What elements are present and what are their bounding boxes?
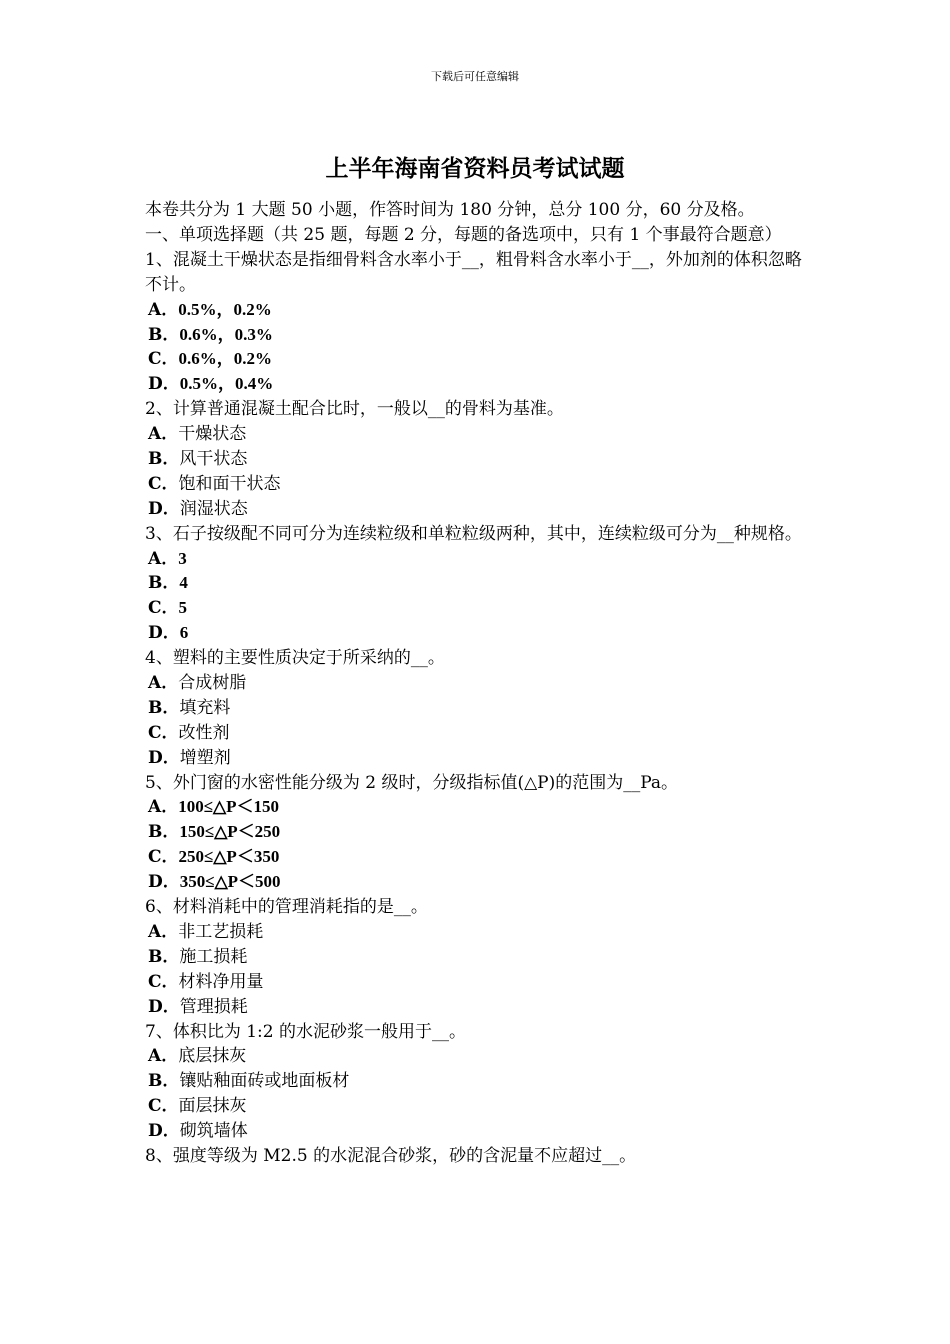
option-letter: B．	[148, 697, 180, 718]
answer-option	[145, 1069, 810, 1094]
option-text: 改性剂	[178, 722, 230, 743]
answer-option	[145, 372, 810, 397]
answer-option	[145, 970, 810, 995]
option-letter: D．	[148, 498, 180, 519]
question-stem: 5、外门窗的水密性能分级为 2 级时，分级指标值(△P)的范围为__Pa。	[145, 772, 679, 793]
option-letter: D．	[148, 623, 180, 644]
option-letter: A．	[148, 1046, 179, 1067]
option-text: 增塑剂	[179, 747, 231, 768]
option-letter: A．	[148, 673, 179, 694]
option-letter: C．	[148, 473, 179, 494]
question-stem: 4、塑料的主要性质决定于所采纳的__。	[145, 648, 445, 669]
option-text: 材料净用量	[178, 971, 264, 992]
answer-option	[145, 820, 810, 845]
option-text: 100≤△P＜150	[178, 797, 279, 817]
option-letter: A．	[148, 424, 179, 445]
option-letter: B．	[148, 1071, 180, 1092]
answer-option	[145, 1044, 810, 1069]
question-item	[145, 1020, 810, 1144]
option-letter: C．	[148, 722, 179, 743]
option-letter: D．	[148, 1121, 180, 1142]
answer-option	[145, 1119, 810, 1144]
option-letter: A．	[148, 299, 179, 320]
question-item	[145, 397, 810, 521]
answer-option	[145, 845, 810, 870]
answer-option	[145, 696, 810, 721]
option-text: 3	[178, 548, 187, 568]
option-text: 砌筑墙体	[179, 1121, 248, 1142]
section-heading: 一、单项选择题（共 25 题，每题 2 分，每题的备选项中，只有 1 个事最符合题意）	[145, 224, 782, 245]
option-text: 面层抹灰	[178, 1096, 247, 1117]
option-letter: C．	[148, 847, 179, 868]
answer-option	[145, 795, 810, 820]
option-text: 150≤△P＜250	[179, 822, 281, 842]
option-letter: D．	[148, 747, 180, 768]
option-text: 底层抹灰	[178, 1046, 247, 1067]
option-text: 5	[178, 598, 188, 618]
option-letter: B．	[148, 573, 180, 594]
option-text: 0.5%，0.2%	[178, 299, 272, 319]
option-letter: B．	[148, 822, 180, 843]
answer-option	[145, 671, 810, 696]
answer-option	[145, 323, 810, 348]
option-letter: C．	[148, 1096, 179, 1117]
answer-option	[145, 746, 810, 771]
option-text: 润湿状态	[179, 498, 248, 519]
question-stem: 2、计算普通混凝土配合比时，一般以__的骨料为基准。	[145, 399, 564, 420]
answer-option	[145, 422, 810, 447]
answer-option	[145, 547, 810, 572]
answer-option	[145, 1094, 810, 1119]
option-letter: A．	[148, 548, 179, 569]
option-letter: D．	[148, 374, 180, 395]
question-stem: 6、材料消耗中的管理消耗指的是__。	[145, 897, 428, 918]
page-title: 上半年海南省资料员考试试题	[325, 155, 625, 182]
option-text: 干燥状态	[178, 424, 247, 445]
option-letter: C．	[148, 971, 179, 992]
answer-option	[145, 571, 810, 596]
option-text: 施工损耗	[179, 946, 248, 967]
option-text: 4	[179, 573, 188, 593]
option-text: 填充料	[179, 697, 231, 718]
answer-option	[145, 298, 810, 323]
option-text: 合成树脂	[178, 673, 247, 694]
option-letter: B．	[148, 946, 180, 967]
answer-option	[145, 920, 810, 945]
question-item	[145, 248, 810, 397]
question-stem: 7、体积比为 1:2 的水泥砂浆一般用于__。	[145, 1021, 466, 1042]
answer-option	[145, 721, 810, 746]
option-text: 0.6%，0.3%	[179, 324, 273, 344]
option-letter: D．	[148, 996, 180, 1017]
intro-text: 本卷共分为 1 大题 50 小题，作答时间为 180 分钟，总分 100 分，60 分及格。	[145, 200, 755, 220]
option-text: 非工艺损耗	[178, 921, 264, 942]
question-stem: 8、强度等级为 M2.5 的水泥混合砂浆，砂的含泥量不应超过__。	[145, 1145, 637, 1166]
header-note: 下载后可任意编辑	[431, 70, 519, 83]
question-item	[145, 1144, 810, 1169]
option-letter: A．	[148, 921, 179, 942]
question-item	[145, 895, 810, 1019]
option-letter: D．	[148, 872, 180, 893]
option-letter: B．	[148, 448, 180, 469]
option-letter: A．	[148, 797, 179, 818]
option-text: 饱和面干状态	[178, 473, 281, 494]
answer-option	[145, 472, 810, 497]
question-item	[145, 646, 810, 770]
option-text: 0.6%，0.2%	[178, 349, 273, 369]
option-text: 风干状态	[179, 448, 248, 469]
question-item	[145, 771, 810, 895]
answer-option	[145, 995, 810, 1020]
option-text: 管理损耗	[179, 996, 248, 1017]
question-stem: 1、混凝土干燥状态是指细骨料含水率小于__，粗骨料含水率小于__，外加剂的体积忽略不计。	[145, 249, 802, 295]
option-text: 6	[179, 623, 189, 643]
answer-option	[145, 347, 810, 372]
answer-option	[145, 621, 810, 646]
question-item	[145, 522, 810, 646]
option-text: 350≤△P＜500	[179, 872, 281, 892]
option-letter: C．	[148, 349, 179, 370]
option-letter: B．	[148, 324, 180, 345]
answer-option	[145, 497, 810, 522]
document-body	[145, 198, 810, 1169]
question-list	[145, 248, 810, 1169]
question-stem: 3、石子按级配不同可分为连续粒级和单粒粒级两种，其中，连续粒级可分为__种规格。	[145, 523, 802, 544]
answer-option	[145, 596, 810, 621]
answer-option	[145, 870, 810, 895]
option-letter: C．	[148, 598, 179, 619]
answer-option	[145, 945, 810, 970]
answer-option	[145, 447, 810, 472]
option-text: 镶贴釉面砖或地面板材	[179, 1071, 350, 1092]
option-text: 0.5%，0.4%	[179, 374, 274, 394]
option-text: 250≤△P＜350	[178, 847, 280, 867]
